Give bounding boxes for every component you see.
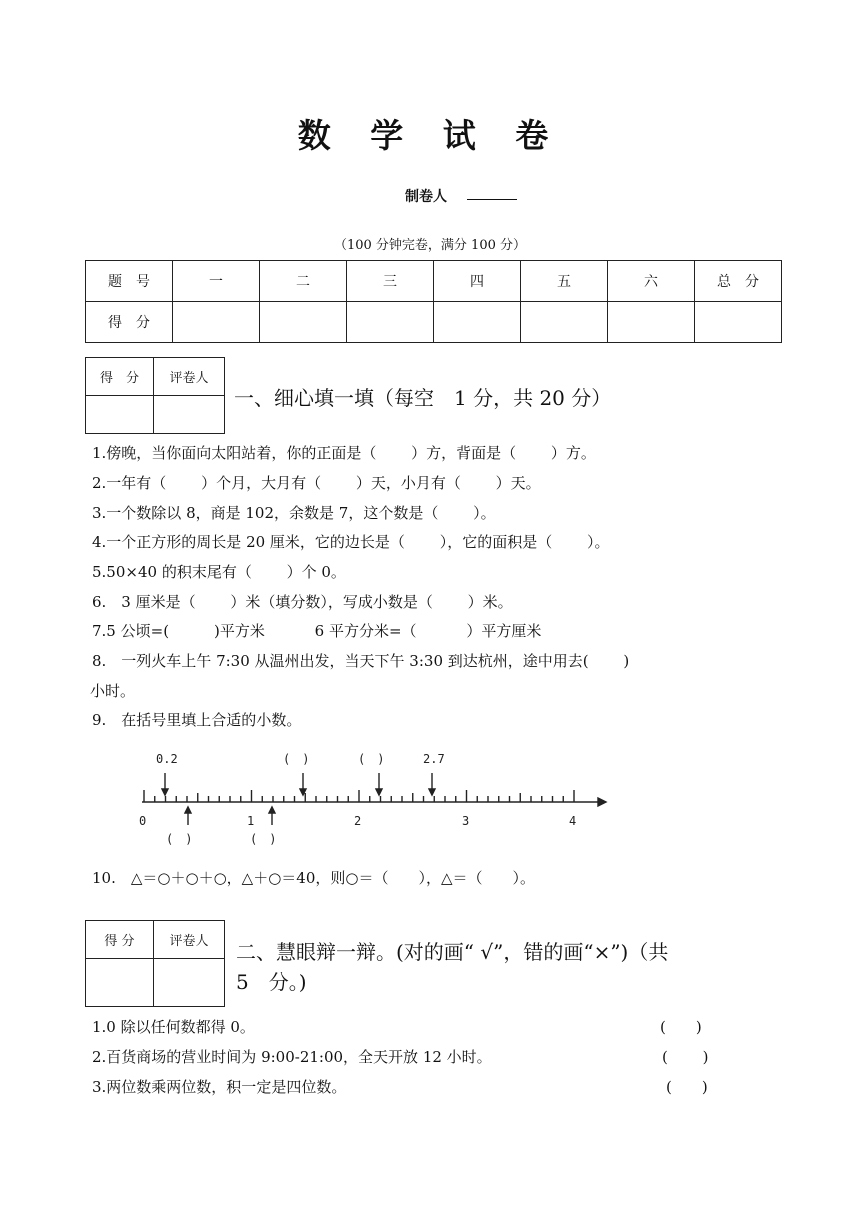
score-cell[interactable] — [173, 302, 260, 343]
score-cell[interactable] — [608, 302, 695, 343]
question-1: 1.傍晚，当你面向太阳站着，你的正面是（ ）方，背面是（ ）方。 — [92, 444, 596, 462]
arrow-down-0.2 — [162, 773, 168, 795]
number-line-arrowhead — [598, 798, 606, 806]
judge-question-1: 1.0 除以任何数都得 0。 — [92, 1018, 255, 1036]
score-cell[interactable] — [260, 302, 347, 343]
score-table-header-row — [86, 261, 782, 302]
score-cell[interactable] — [695, 302, 782, 343]
label-top-blank-2[interactable]: ( ) — [358, 752, 385, 766]
score-table-score-row — [86, 302, 782, 343]
question-6: 6. 3 厘米是（ ）米（填分数），写成小数是（ ）米。 — [92, 593, 513, 611]
grader-score-cell[interactable] — [86, 396, 154, 434]
question-9: 9. 在括号里填上合适的小数。 — [92, 711, 302, 729]
score-header-cell: 五 — [521, 261, 608, 302]
arrow-down-blank-1 — [300, 773, 306, 795]
exam-note: （100 分钟完卷，满分 100 分） — [333, 238, 527, 253]
question-4: 4.一个正方形的周长是 20 厘米，它的边长是（ ），它的面积是（ ）。 — [92, 533, 610, 551]
question-7: 7.5 公顷=( )平方米 6 平方分米=（ ）平方厘米 — [92, 622, 542, 640]
question-8: 8. 一列火车上午 7:30 从温州出发，当天下午 3:30 到达杭州，途中用去( ) — [92, 652, 630, 670]
label-bottom-blank-1[interactable]: ( ) — [166, 832, 193, 846]
grader-reviewer-cell[interactable] — [154, 396, 225, 434]
label-0.2: 0.2 — [156, 752, 178, 766]
grader-box-1 — [85, 357, 225, 434]
score-header-cell: 一 — [173, 261, 260, 302]
section2-heading: 二、慧眼辩一辩。(对的画“ √”，错的画“×”)（共 — [236, 940, 669, 964]
score-header-cell: 二 — [260, 261, 347, 302]
maker-label: 制卷人 — [405, 189, 447, 205]
judge-answer-3[interactable]: ( ) — [666, 1078, 708, 1096]
grader-reviewer-label: 评卷人 — [154, 921, 225, 959]
arrow-down-2.7 — [429, 773, 435, 795]
grader-reviewer-label: 评卷人 — [154, 358, 225, 396]
question-3: 3.一个数除以 8，商是 102，余数是 7，这个数是（ ）。 — [92, 504, 496, 522]
score-cell[interactable] — [521, 302, 608, 343]
score-header-cell: 三 — [347, 261, 434, 302]
arrow-up-blank-2 — [269, 807, 275, 825]
judge-question-2: 2.百货商场的营业时间为 9:00-21:00，全天开放 12 小时。 — [92, 1048, 492, 1066]
label-bottom-blank-2[interactable]: ( ) — [250, 832, 277, 846]
section2-heading-cont: 5 分。) — [236, 970, 307, 994]
grader-score-label: 得 分 — [86, 358, 154, 396]
number-line-ticks — [144, 790, 574, 802]
question-10: 10. △＝○＋○＋○，△＋○＝40，则○＝（ ），△＝（ ）。 — [92, 869, 535, 887]
judge-question-3: 3.两位数乘两位数，积一定是四位数。 — [92, 1078, 347, 1096]
score-header-cell: 总 分 — [695, 261, 782, 302]
score-cell[interactable] — [347, 302, 434, 343]
score-table — [85, 260, 782, 343]
label-top-blank-1[interactable]: ( ) — [283, 752, 310, 766]
judge-answer-2[interactable]: ( ) — [662, 1048, 709, 1066]
page-title: 数 学 试 卷 — [297, 116, 563, 155]
question-8-cont: 小时。 — [90, 682, 136, 700]
tick-label-3: 3 — [462, 814, 470, 828]
grader-score-label: 得 分 — [86, 921, 154, 959]
score-row-label: 得 分 — [86, 302, 173, 343]
label-2.7: 2.7 — [423, 752, 445, 766]
number-line-figure — [130, 745, 610, 855]
section1-heading: 一、细心填一填（每空 1 分，共 20 分） — [234, 386, 612, 410]
score-cell[interactable] — [434, 302, 521, 343]
score-header-cell: 六 — [608, 261, 695, 302]
question-5: 5.50×40 的积末尾有（ ）个 0。 — [92, 563, 346, 581]
grader-reviewer-cell[interactable] — [154, 959, 225, 1007]
tick-label-4: 4 — [569, 814, 577, 828]
grader-score-cell[interactable] — [86, 959, 154, 1007]
arrow-down-blank-2 — [376, 773, 382, 795]
judge-answer-1[interactable]: ( ) — [660, 1018, 702, 1036]
score-header-cell: 题 号 — [86, 261, 173, 302]
tick-label-0: 0 — [139, 814, 147, 828]
score-header-cell: 四 — [434, 261, 521, 302]
arrow-up-blank-1 — [185, 807, 191, 825]
tick-label-1: 1 — [247, 814, 255, 828]
grader-box-2 — [85, 920, 225, 1007]
question-2: 2.一年有（ ）个月，大月有（ ）天，小月有（ ）天。 — [92, 474, 541, 492]
tick-label-2: 2 — [354, 814, 362, 828]
maker-blank[interactable] — [467, 199, 517, 200]
